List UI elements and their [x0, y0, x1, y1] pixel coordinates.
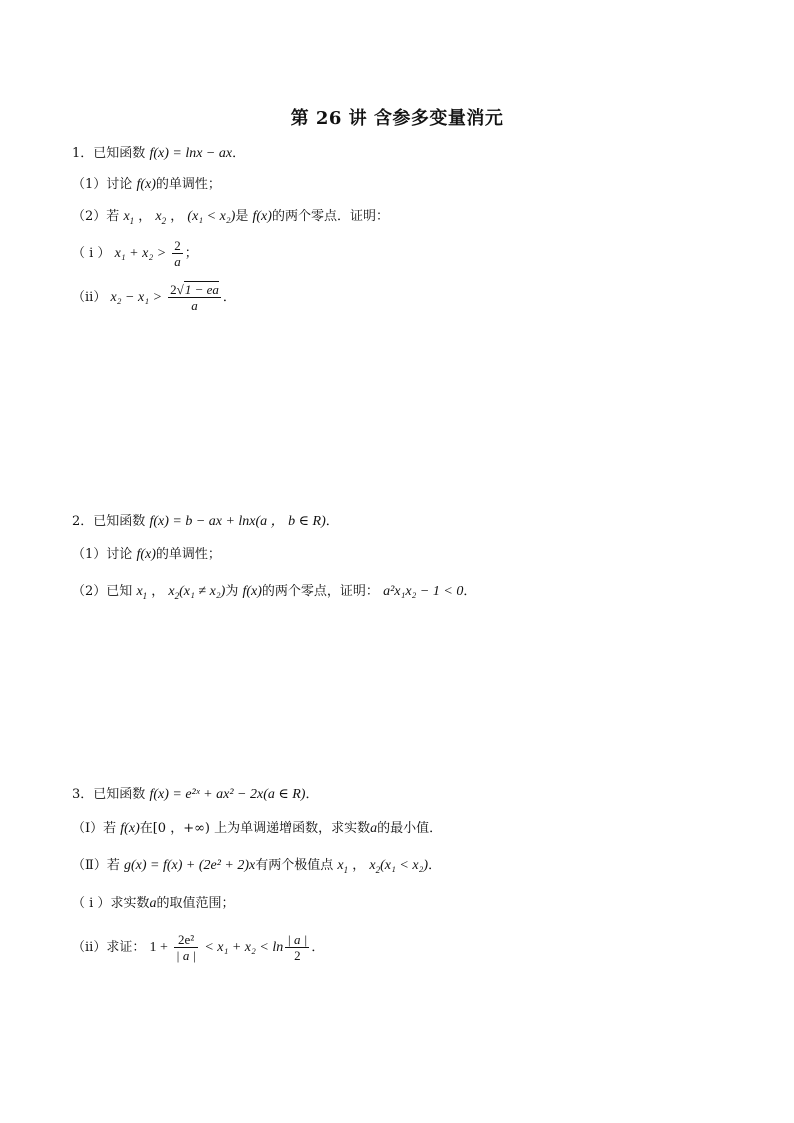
fraction: $\frac{2√1 - ea}{a}$ [170, 282, 219, 313]
var-x2: $x_2$ [168, 584, 180, 601]
var-x1: $x_1$ [123, 209, 135, 226]
q2-part1: （1）讨论 f(x)的单调性； [72, 547, 221, 562]
q3-subpart-i: （ i ）求实数a的取值范围； [72, 896, 235, 911]
var-x1: $x_1$ [337, 858, 349, 875]
q2-stem: 2．已知函数 f(x) = b − ax + lnx(a ， b ∈ R)． [72, 514, 339, 529]
var-x2: $x_2$ [369, 858, 381, 875]
q2-part2: （2）已知 $x_1$ ， $x_2(x_1 \ne x_2)$为 f(x)的两个零点，证明： a²x₁x₂ − 1 < 0． [72, 584, 477, 601]
q2-number: 2． [72, 514, 94, 529]
q1-number: 1． [72, 146, 94, 161]
q1-part1: （1）讨论 f(x)的单调性； [72, 177, 221, 192]
page-title: 第 26 讲 含参多变量消元 [290, 108, 504, 129]
q3-function: f(x) = e²ˣ + ax² − 2x(a ∈ R) [149, 787, 306, 802]
q3-stem: 3．已知函数 f(x) = e²ˣ + ax² − 2x(a ∈ R)． [72, 787, 319, 802]
q2-function: f(x) = b − ax + lnx(a ， b ∈ R) [149, 514, 326, 529]
q3-part2: （Ⅱ）若 g(x) = f(x) + (2e² + 2)x有两个极值点 $x_1$ ， $x_2(x_1 < x_2)$． [72, 858, 442, 875]
q1-subpart-i: （ i ） x₁ + x₂ > $\frac{2}{a}$ ； [72, 238, 198, 269]
var-x1: $x_1$ [136, 584, 148, 601]
q3-number: 3． [72, 787, 94, 802]
var-x2: $x_2$ [155, 209, 167, 226]
fraction: $\frac{| a |}{2}$ [287, 932, 308, 963]
fraction: $\frac{2}{a}$ [174, 238, 181, 269]
q3-part1: （Ⅰ）若 f(x)在[0 ，+∞) 上为单调递增函数，求实数a的最小值． [72, 821, 443, 836]
q1-subpart-ii: （ii） x₂ − x₁ > $\frac{2√1 - ea}{a}$ ． [72, 282, 236, 313]
q3-subpart-ii: （ii）求证： 1 + $\frac{\text{2e²}}{| a |}$ < x₁ + x₂ < ln $\frac{| a |}{2}$ ． [72, 932, 325, 963]
q1-function: f(x) = lnx − ax [149, 146, 233, 161]
q1-part2: （2）若 $x_1$ ， $x_2$ ， (x₁ < x₂)是 f(x)的两个零点．证明： [72, 209, 389, 226]
q1-stem: 1．已知函数 f(x) = lnx − ax． [72, 146, 246, 161]
fraction: $\frac{\text{2e²}}{| a |}$ [176, 932, 197, 963]
